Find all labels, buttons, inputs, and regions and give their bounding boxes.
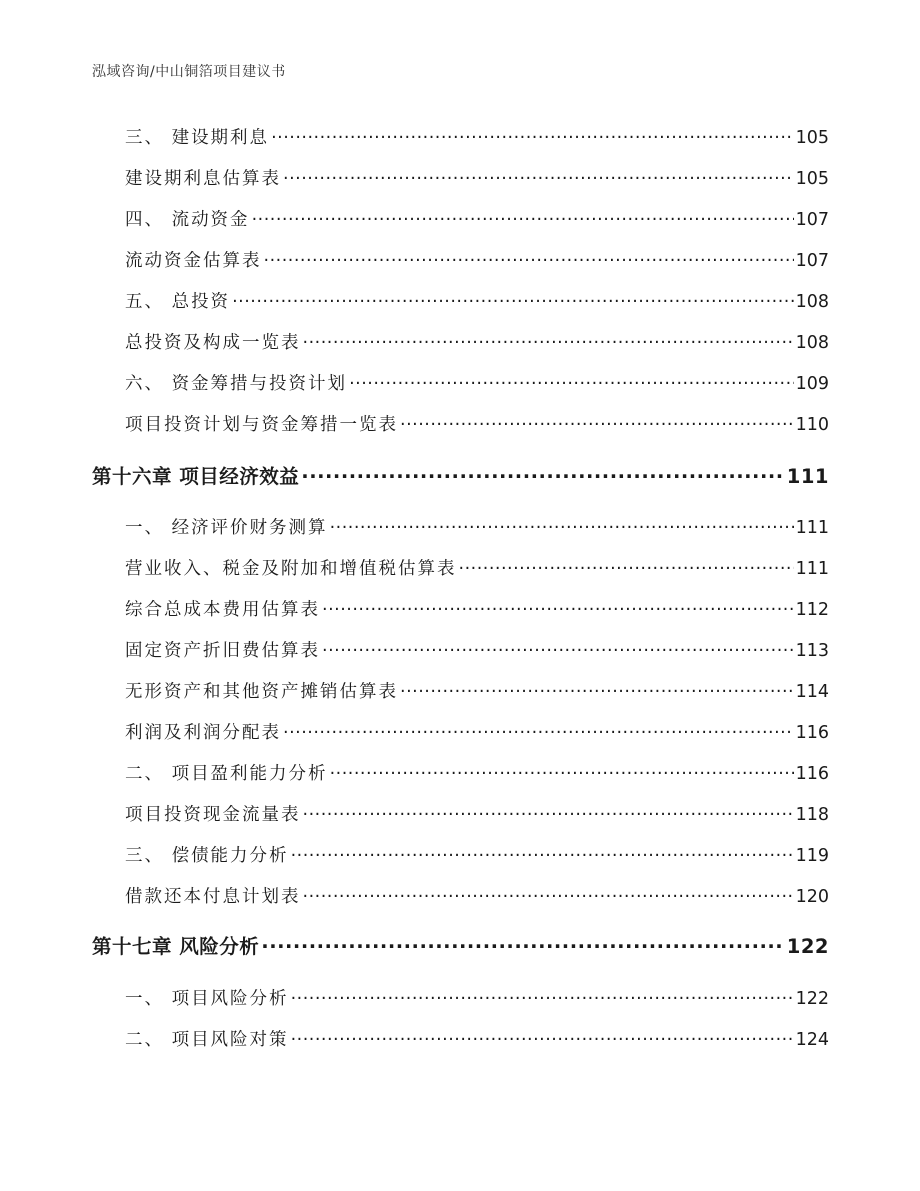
toc-entry-title: 综合总成本费用估算表 (125, 600, 320, 620)
dot-leader (283, 167, 794, 185)
toc-entry-title: 项目投资计划与资金筹措一览表 (125, 415, 398, 435)
dot-leader (252, 208, 794, 226)
toc-entry[interactable] (125, 883, 829, 908)
toc-entry[interactable] (125, 842, 829, 867)
toc-entry-page: 119 (795, 846, 829, 866)
toc-chapter-entry[interactable] (92, 931, 829, 959)
dot-leader (291, 987, 794, 1005)
toc-entry-title: 利润及利润分配表 (125, 723, 281, 743)
dot-leader (283, 721, 794, 739)
toc-entry[interactable] (125, 411, 829, 436)
toc-entry-page: 110 (795, 415, 829, 435)
toc-entry[interactable] (125, 370, 829, 395)
dot-leader (330, 762, 794, 780)
toc-entry-page: 108 (795, 292, 829, 312)
dot-leader (271, 126, 794, 144)
toc-entry-page: 111 (795, 559, 829, 579)
toc-entry-page: 116 (795, 723, 829, 743)
dot-leader (261, 934, 784, 954)
dot-leader (349, 372, 794, 390)
toc-entry-page: 118 (795, 805, 829, 825)
toc-entry-page: 111 (795, 518, 829, 538)
document-header: 泓域咨询/中山铜箔项目建议书 (92, 64, 286, 80)
toc-entry-page: 111 (786, 465, 829, 488)
toc-entry-page: 124 (795, 1030, 829, 1050)
toc-entry[interactable] (125, 719, 829, 744)
toc-entry-page: 114 (795, 682, 829, 702)
toc-entry-title: 营业收入、税金及附加和增值税估算表 (125, 559, 457, 579)
toc-entry[interactable] (125, 124, 829, 149)
toc-entry-title: 五、 总投资 (125, 292, 231, 312)
toc-entry[interactable] (125, 678, 829, 703)
toc-entry[interactable] (125, 985, 829, 1010)
toc-entry-title: 借款还本付息计划表 (125, 887, 301, 907)
toc-entry-page: 107 (795, 251, 829, 271)
toc-entry-page: 109 (795, 374, 829, 394)
toc-entry-title: 项目投资现金流量表 (125, 805, 301, 825)
toc-entry-page: 122 (786, 935, 829, 958)
toc-entry[interactable] (125, 555, 829, 580)
dot-leader (322, 639, 794, 657)
toc-entry-page: 107 (795, 210, 829, 230)
dot-leader (301, 464, 784, 484)
dot-leader (264, 249, 794, 267)
toc-entry-title: 第十七章 风险分析 (92, 935, 260, 958)
toc-entry[interactable] (125, 514, 829, 539)
toc-entry-page: 112 (795, 600, 829, 620)
toc-entry-page: 105 (795, 128, 829, 148)
toc-entry-title: 二、 项目盈利能力分析 (125, 764, 328, 784)
toc-entry[interactable] (125, 801, 829, 826)
toc-entry-title: 六、 资金筹措与投资计划 (125, 374, 348, 394)
toc-entry[interactable] (125, 596, 829, 621)
toc-entry-title: 二、 项目风险对策 (125, 1030, 289, 1050)
dot-leader (400, 680, 794, 698)
toc-entry-title: 无形资产和其他资产摊销估算表 (125, 682, 398, 702)
dot-leader (322, 598, 794, 616)
dot-leader (232, 290, 794, 308)
toc-entry-title: 建设期利息估算表 (125, 169, 281, 189)
toc-entry[interactable] (125, 206, 829, 231)
toc-entry[interactable] (125, 247, 829, 272)
toc-entry-title: 三、 建设期利息 (125, 128, 270, 148)
dot-leader (303, 803, 794, 821)
toc-entry[interactable] (125, 1026, 829, 1051)
toc-entry-page: 108 (795, 333, 829, 353)
dot-leader (303, 885, 794, 903)
dot-leader (330, 516, 794, 534)
toc-entry-title: 一、 项目风险分析 (125, 989, 289, 1009)
toc-entry-title: 固定资产折旧费估算表 (125, 641, 320, 661)
dot-leader (291, 844, 794, 862)
toc-entry-title: 一、 经济评价财务测算 (125, 518, 328, 538)
toc-chapter-entry[interactable] (92, 461, 829, 489)
toc-entry[interactable] (125, 637, 829, 662)
toc-entry-title: 总投资及构成一览表 (125, 333, 301, 353)
toc-entry-title: 三、 偿债能力分析 (125, 846, 289, 866)
toc-entry-page: 120 (795, 887, 829, 907)
toc-entry-page: 122 (795, 989, 829, 1009)
toc-entry[interactable] (125, 760, 829, 785)
toc-entry-title: 四、 流动资金 (125, 210, 250, 230)
toc-entry[interactable] (125, 288, 829, 313)
toc-entry-title: 流动资金估算表 (125, 251, 262, 271)
toc-entry[interactable] (125, 165, 829, 190)
toc-entry[interactable] (125, 329, 829, 354)
toc-entry-page: 116 (795, 764, 829, 784)
dot-leader (400, 413, 794, 431)
toc-entry-page: 105 (795, 169, 829, 189)
toc-entry-page: 113 (795, 641, 829, 661)
dot-leader (291, 1028, 794, 1046)
dot-leader (303, 331, 794, 349)
dot-leader (459, 557, 794, 575)
toc-entry-title: 第十六章 项目经济效益 (92, 465, 300, 488)
